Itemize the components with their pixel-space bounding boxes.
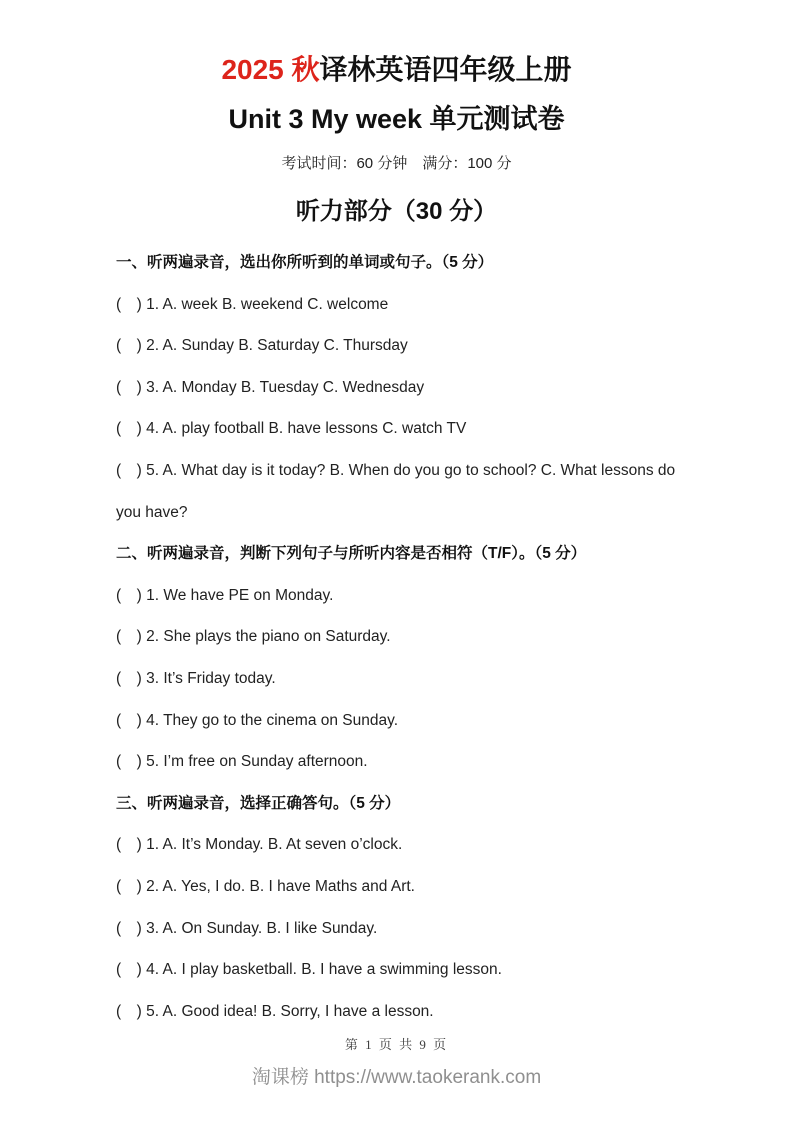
listening-part-heading: 听力部分（30 分）	[295, 198, 498, 225]
questions-area	[116, 242, 680, 1032]
document-title	[116, 52, 677, 88]
question-item: ( ) 3. It’s Friday today.	[116, 669, 276, 687]
question-item: ( ) 1. A. week B. weekend C. welcome	[116, 295, 389, 313]
section-one-heading: 一、听两遍录音，选出你所听到的单词或句子。（5 分）	[116, 254, 494, 271]
question-item: ( ) 5. I’m free on Sunday afternoon.	[116, 753, 368, 771]
question-item: ( ) 1. We have PE on Monday.	[116, 586, 334, 604]
section-three-heading: 三、听两遍录音，选择正确答句。（5 分）	[116, 794, 401, 812]
question-item: ( ) 3. A. Monday B. Tuesday C. Wednesday	[116, 378, 425, 396]
title-book-name: 译林英语四年级上册	[319, 54, 572, 85]
section-two	[116, 533, 677, 783]
title-year-accent: 2025 秋	[221, 54, 320, 85]
section-one	[116, 242, 680, 533]
question-item: ( ) 4. A. play football B. have lessons C. watch TV	[116, 420, 467, 438]
question-item: ( ) 2. A. Yes, I do. B. I have Maths and Art.	[116, 877, 415, 895]
question-item: ( ) 4. They go to the cinema on Sunday.	[116, 711, 399, 729]
section-two-heading: 二、听两遍录音，判断下列句子与所听内容是否相符（T/F）。（5 分）	[116, 545, 587, 563]
document-header	[116, 52, 677, 174]
question-item: ( ) 1. A. It’s Monday. B. At seven o’clock.	[116, 836, 403, 854]
page-number: 第 1 页 共 9 页	[344, 1037, 449, 1052]
question-item: ( ) 4. A. I play basketball. B. I have a swimming lesson.	[116, 961, 502, 979]
section-three	[116, 783, 677, 1033]
question-item: ( ) 2. A. Sunday B. Saturday C. Thursday	[116, 337, 408, 355]
unit-subtitle: Unit 3 My week 单元测试卷	[228, 104, 565, 134]
question-item: ( ) 2. She plays the piano on Saturday.	[116, 628, 391, 646]
question-item: ( ) 5. A. Good idea! B. Sorry, I have a lesson.	[116, 1002, 434, 1020]
question-item: ( ) 3. A. On Sunday. B. I like Sunday.	[116, 919, 378, 937]
exam-time-and-score-info: 考试时间：60 分钟 满分：100 分	[281, 155, 512, 172]
watermark-site-link: 淘课榜 https://www.taokerank.com	[251, 1067, 542, 1088]
question-item: ( ) 5. A. What day is it today? B. When do you go to school? C. What lessons do you have?	[116, 461, 680, 521]
